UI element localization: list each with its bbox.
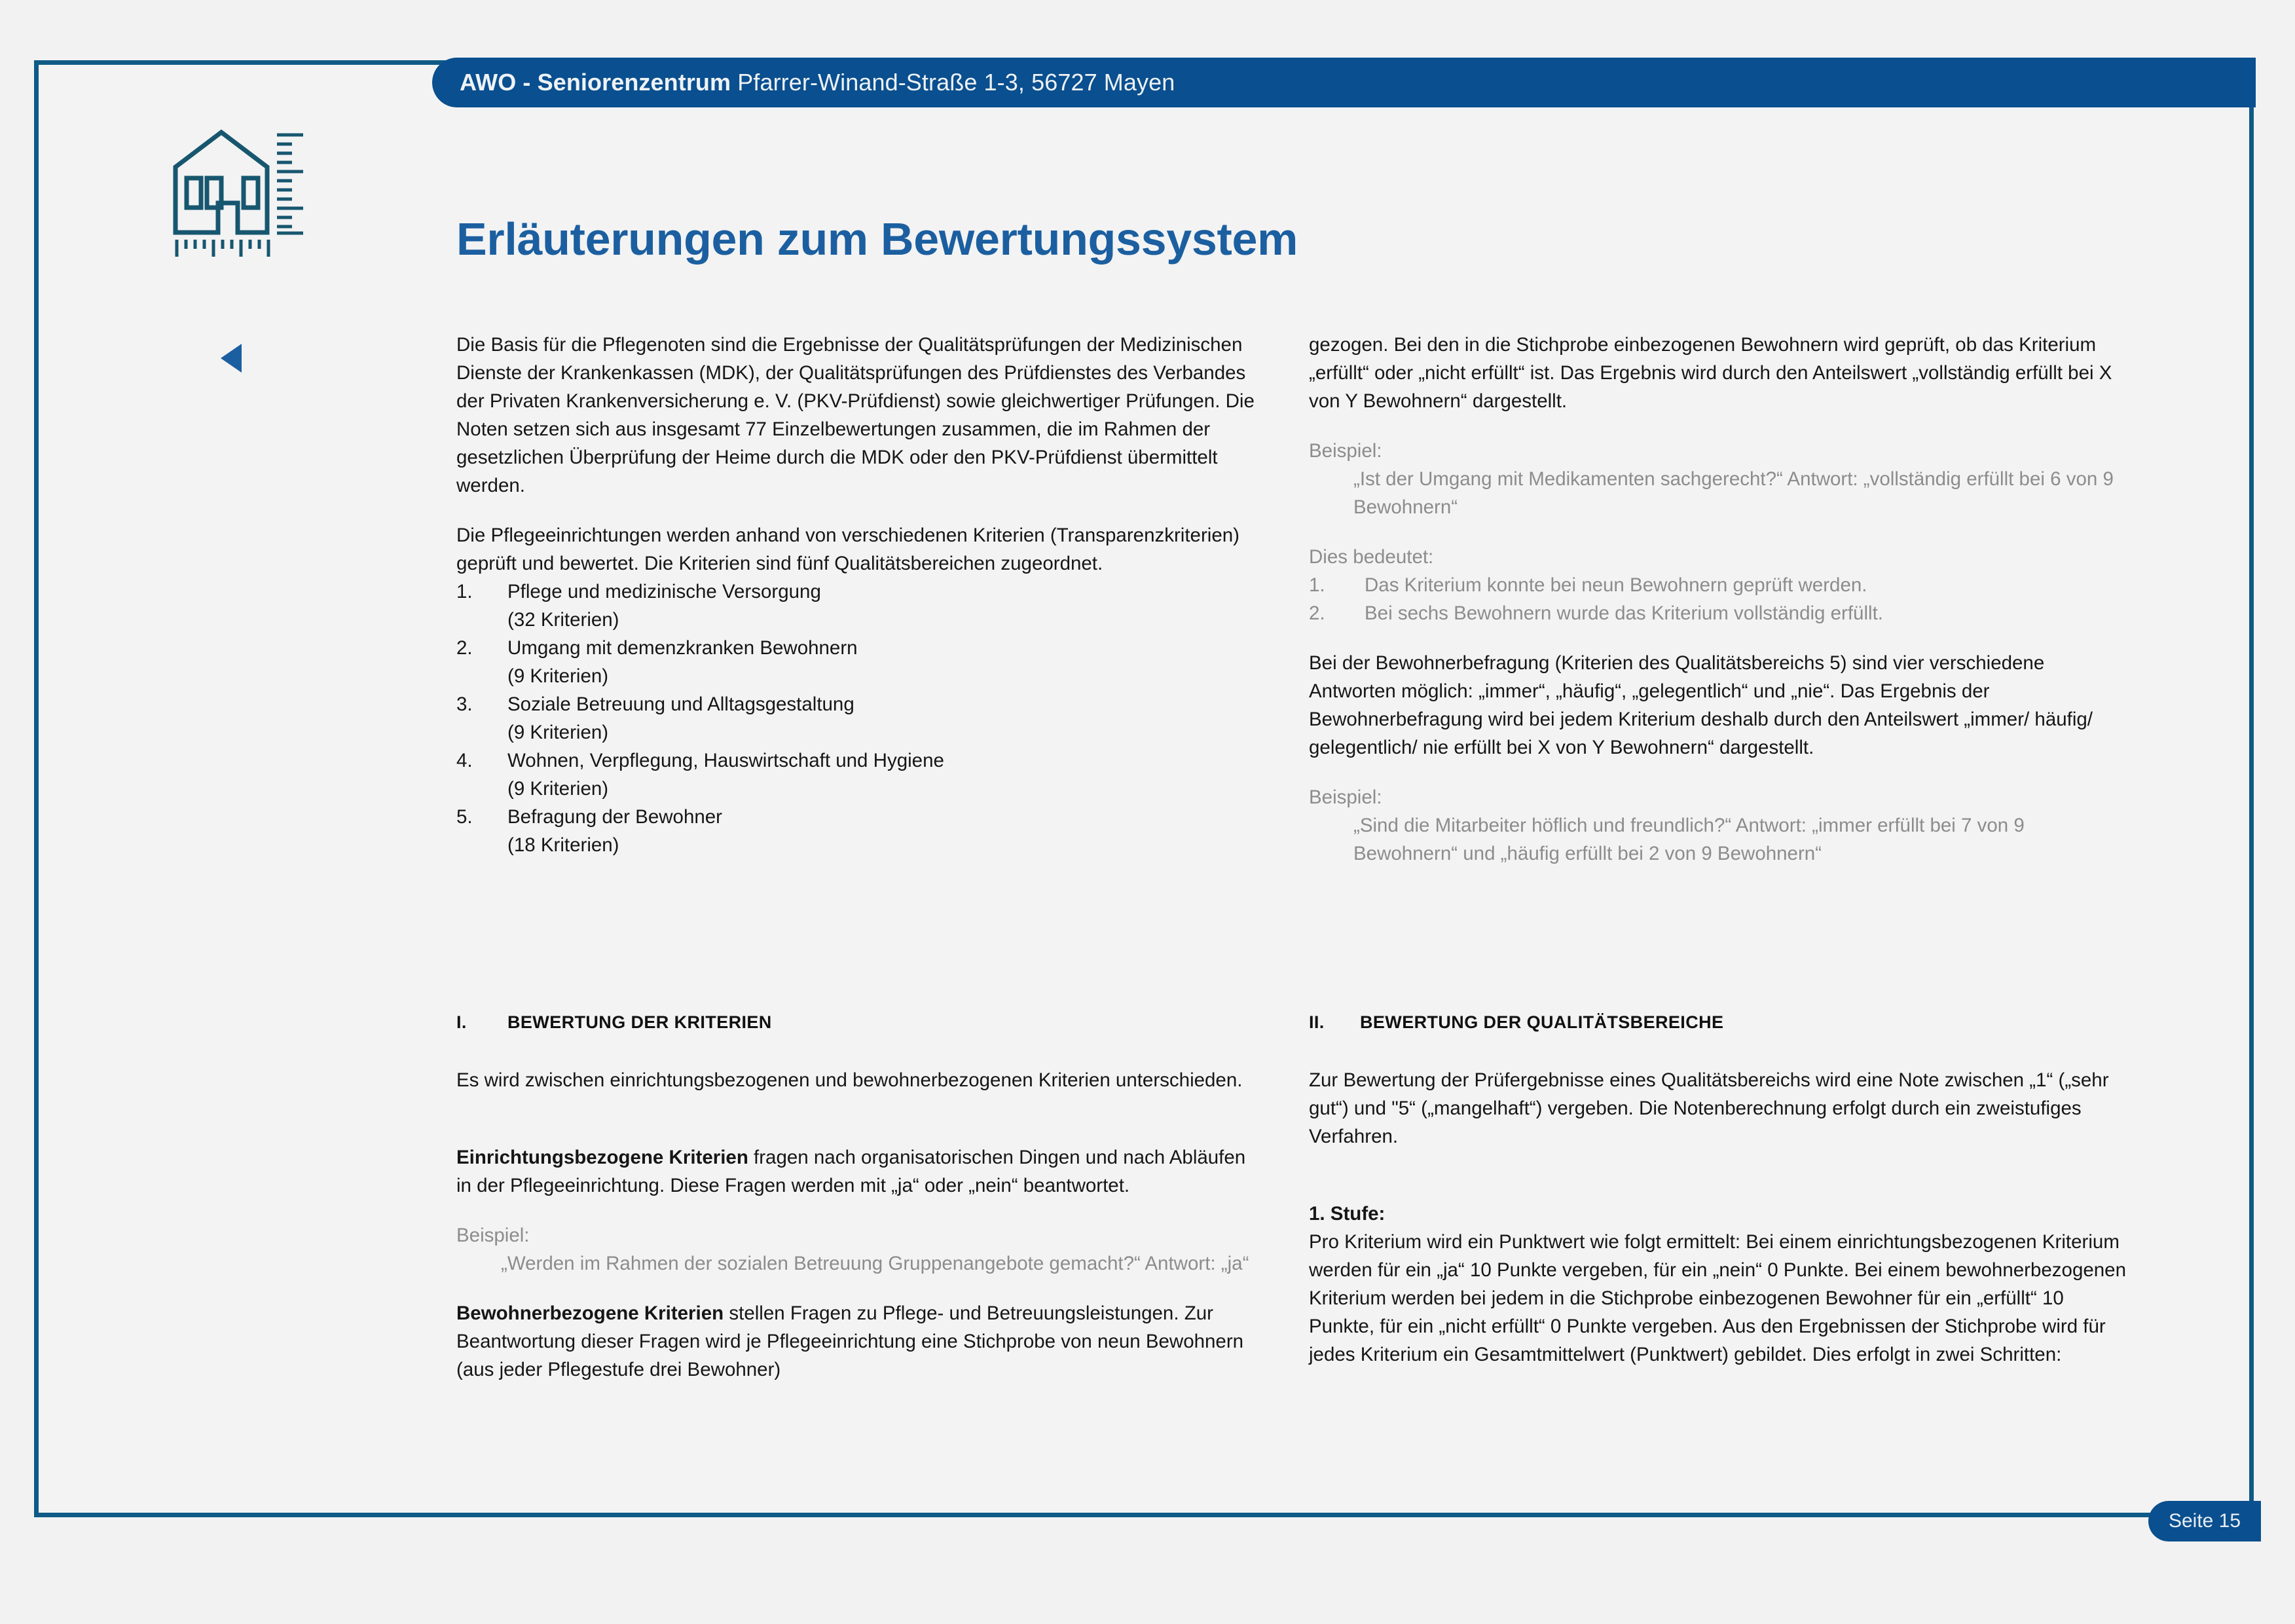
example-block-staff [1309,783,2127,868]
section-one-numeral: I. [456,1012,467,1032]
example-text: „Werden im Rahmen der sozialen Betreuung Gruppenangebote gemacht?“ Antwort: „ja“ [501,1253,1249,1274]
list-item-count: (18 Kriterien) [507,834,619,856]
stage-label: 1. Stufe: [1309,1203,1386,1225]
list-item [1309,599,2127,627]
section-two [1309,1008,2127,1390]
survey-paragraph: Bei der Bewohnerbefragung (Kriterien des Qualitätsbereichs 5) sind vier verschiedene Antworten möglich: „immer“, „häufig“, „gelegentlich“ und „nie“. Das Ergebnis der Bewohnerbefragung wird bei jedem Kriterium deshalb durch den Anteilswert „immer/ häufig/ gelegentlich/ nie erfüllt bei X von Y Bewohnern“ dargestellt. [1309,652,2093,758]
bewohnerbezogene-bold: Bewohnerbezogene Kriterien [456,1302,724,1324]
list-item-label: Wohnen, Verpflegung, Hauswirtschaft und Hygiene [507,750,944,771]
list-item-number: 4. [456,750,473,771]
right-column [1309,331,2127,889]
example-block-medication [1309,437,2127,521]
means-list [1309,571,2127,627]
list-item-count: (9 Kriterien) [507,665,609,687]
section-one-paragraph: Es wird zwischen einrichtungsbezogenen und bewohnerbezogenen Kriterien unterschieden. [456,1069,1243,1091]
example-block-group-offers [456,1221,1262,1278]
section-two-title: BEWERTUNG DER QUALITÄTSBEREICHE [1360,1012,1724,1032]
intro-paragraph: Die Basis für die Pflegenoten sind die Ergebnisse der Qualitätsprüfungen der Medizinischen Dienste der Krankenkassen (MDK), der Qualitätsprüfungen des Prüfdienstes des Verbandes der Privaten Krankenversicherung e. V. (PKV-Prüfdienst) sowie gleichwertiger Prüfungen. Die Noten setzen sich aus insgesamt 77 Einzelbewertungen zusammen, die im Rahmen der gesetzlichen Überprüfung der Heime durch die MDK oder den PKV-Prüfdienst übermittelt werden. [456,334,1255,496]
page-number-badge [2148,1501,2261,1541]
list-item [456,634,1262,690]
stage-paragraph: Pro Kriterium wird ein Punktwert wie folgt ermittelt: Bei einem einrichtungsbezogenen Kriterium werden für ein „ja“ 10 Punkte vergeben, für ein „nein“ 0 Punkte. Bei einem bewohnerbezogenen Kriterium werden bei jedem in die Stichprobe einbezogenen Bewohner für ein „erfüllt“ 10 Punkte, für ein „nicht erfüllt“ 0 Punkte vergeben. Aus den Ergebnissen der Stichprobe wird für jedes Kriterium ein Gesamtmittelwert (Punktwert) gebildet. Dies erfolgt in zwei Schritten: [1309,1231,2126,1365]
page-title: Erläuterungen zum Bewertungssystem [456,213,1298,265]
einrichtungsbezogene-rest: fragen nach organisatorischen Dingen und nach Abläufen in der Pflegeeinrichtung. Diese Fragen werden mit „ja“ oder „nein“ beantwortet. [456,1147,1246,1196]
list-item-number: 1. [1309,574,1325,596]
list-item [456,803,1262,859]
section-one-title: BEWERTUNG DER KRITERIEN [507,1012,772,1032]
continued-paragraph: gezogen. Bei den in die Stichprobe einbezogenen Bewohnern wird geprüft, ob das Kriterium „erfüllt“ oder „nicht erfüllt“ ist. Das Ergebnis wird durch den Anteilswert „vollständig erfüllt bei X von Y Bewohnern“ dargestellt. [1309,334,2112,412]
list-item-label: Pflege und medizinische Versorgung [507,581,821,602]
list-item-count: (9 Kriterien) [507,778,609,800]
means-label: Dies bedeutet: [1309,546,1434,568]
example-text: „Ist der Umgang mit Medikamenten sachgerecht?“ Antwort: „vollständig erfüllt bei 6 von 9 Bewohnern“ [1353,468,2114,518]
header-band [432,58,2256,107]
bewohnerbezogene-rest: stellen Fragen zu Pflege- und Betreuungsleistungen. Zur Beantwortung dieser Fragen wird je Pflegeeinrichtung eine Stichprobe von neun Bewohnern (aus jeder Pflegestufe drei Bewohner) [456,1302,1244,1380]
example-label: Beispiel: [456,1225,530,1246]
section-two-numeral: II. [1309,1012,1325,1032]
einrichtungsbezogene-paragraph [456,1143,1262,1200]
example-label: Beispiel: [1309,440,1382,462]
header-brand: AWO - Seniorenzentrum [460,69,731,96]
list-item-label: Soziale Betreuung und Alltagsgestaltung [507,693,854,715]
list-item-number: 2. [456,637,473,659]
list-item-count: (9 Kriterien) [507,722,609,743]
quality-areas-list [456,578,1262,859]
list-item-label: Befragung der Bewohner [507,806,723,828]
einrichtungsbezogene-bold: Einrichtungsbezogene Kriterien [456,1147,748,1168]
section-two-heading [1309,1008,2127,1037]
spacer [456,1116,1262,1143]
header-title [460,69,1175,96]
example2-label: Beispiel: [1309,786,1382,808]
left-column [456,331,1262,859]
list-item-label: Umgang mit demenzkranken Bewohnern [507,637,858,659]
list-item [456,578,1262,634]
house-with-ruler-icon [169,124,320,265]
section-two-paragraph: Zur Bewertung der Prüfergebnisse eines Qualitätsbereichs wird eine Note zwischen „1“ („sehr gut“) und "5“ („mangelhaft“) vergeben. Die Notenberechnung erfolgt durch ein zweistufiges Verfahren. [1309,1069,2109,1147]
list-item-count: (32 Kriterien) [507,609,619,631]
back-triangle-icon[interactable] [221,344,242,373]
page-number-label: Seite 15 [2168,1510,2241,1532]
list-item [456,690,1262,747]
list-item-number: 3. [456,693,473,715]
spacer [1309,1172,2127,1200]
header-address: Pfarrer-Winand-Straße 1-3, 56727 Mayen [737,69,1175,96]
list-item-number: 1. [456,581,473,602]
list-item-number: 2. [1309,602,1325,624]
list-item [456,747,1262,803]
criteria-intro-paragraph: Die Pflegeeinrichtungen werden anhand von verschiedenen Kriterien (Transparenzkriterien) geprüft und bewertet. Die Kriterien sind fünf Qualitätsbereichen zugeordnet. [456,525,1239,574]
example2-text: „Sind die Mitarbeiter höflich und freundlich?“ Antwort: „immer erfüllt bei 7 von 9 Bewohnern“ und „häufig erfüllt bei 2 von 9 Bewohnern“ [1353,815,2025,864]
means-block [1309,543,2127,627]
section-one [456,1008,1262,1405]
list-item-label: Das Kriterium konnte bei neun Bewohnern geprüft werden. [1365,574,1867,596]
section-one-heading [456,1008,1262,1037]
list-item-number: 5. [456,806,473,828]
list-item-label: Bei sechs Bewohnern wurde das Kriterium vollständig erfüllt. [1365,602,1883,624]
bewohnerbezogene-paragraph [456,1299,1262,1384]
list-item [1309,571,2127,599]
